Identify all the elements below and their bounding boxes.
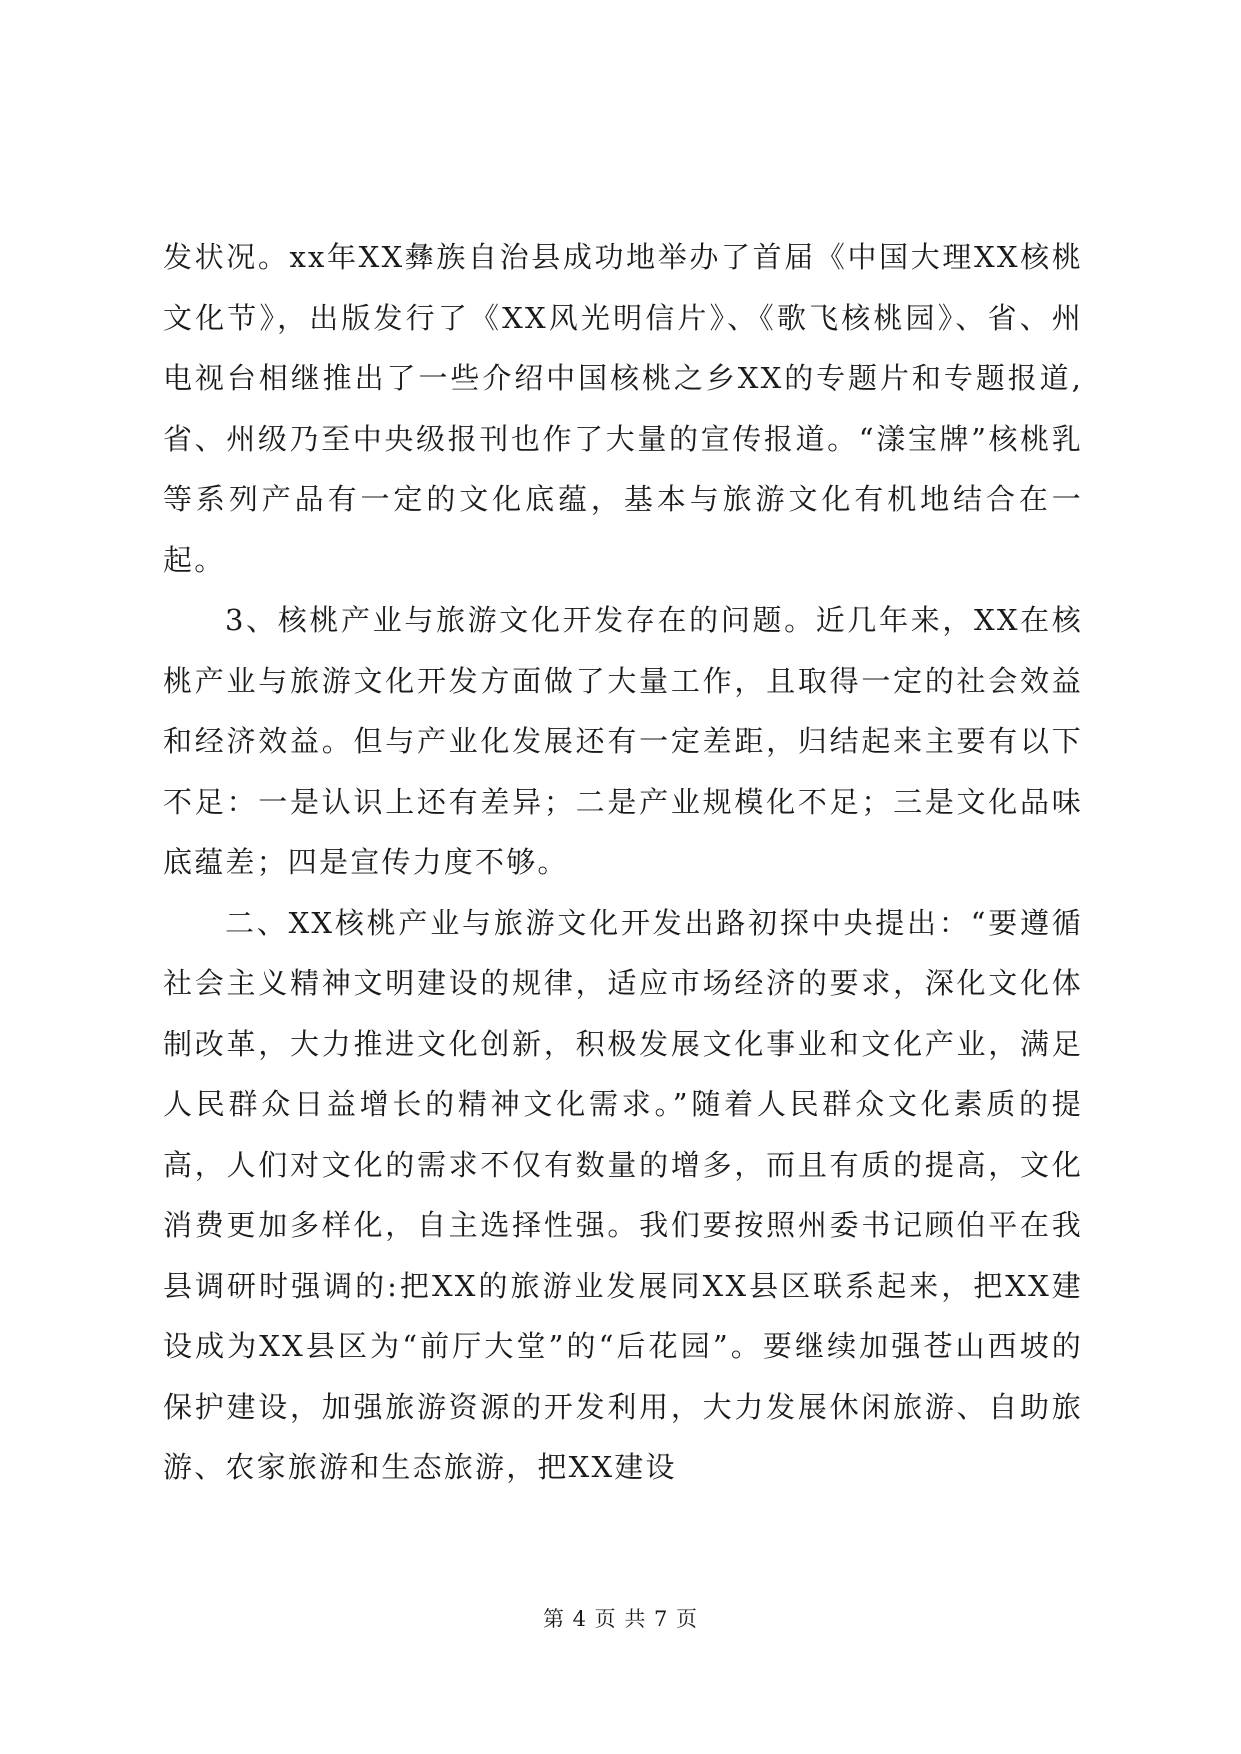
page-number-footer: 第 4 页 共 7 页 <box>542 1607 699 1631</box>
paragraph-1: 发状况。xx年XX彝族自治县成功地举办了首届《中国大理XX核桃文化节》，出版发行了《XX风光明信片》、《歌飞核桃园》、省、州电视台相继推出了一些介绍中国核桃之乡XX的专题片和专题报道,省、州级乃至中央级报刊也作了大量的宣传报道。“漾宝牌”核桃乳等系列产品有一定的文化底蕴，基本与旅游文化有机地结合在一起。 <box>163 240 1083 577</box>
paragraph-2: 3、核桃产业与旅游文化开发存在的问题。近几年来，XX在核桃产业与旅游文化开发方面做了大量工作，且取得一定的社会效益和经济效益。但与产业化发展还有一定差距，归结起来主要有以下不足：一是认识上还有差异；二是产业规模化不足；三是文化品味底蕴差；四是宣传力度不够。 <box>163 603 1083 879</box>
document-body <box>163 227 1083 1498</box>
paragraph-3: 二、XX核桃产业与旅游文化开发出路初探中央提出：“要遵循社会主义精神文明建设的规律，适应市场经济的要求，深化文化体制改革，大力推进文化创新，积极发展文化事业和文化产业，满足人民群众日益增长的精神文化需求。”随着人民群众文化素质的提高，人们对文化的需求不仅有数量的增多，而且有质的提高，文化消费更加多样化，自主选择性强。我们要按照州委书记顾伯平在我县调研时强调的:把XX的旅游业发展同XX县区联系起来，把XX建设成为XX县区为“前厅大堂”的“后花园”。要继续加强苍山西坡的保护建设，加强旅游资源的开发利用，大力发展休闲旅游、自助旅游、农家旅游和生态旅游，把XX建设 <box>163 905 1083 1484</box>
